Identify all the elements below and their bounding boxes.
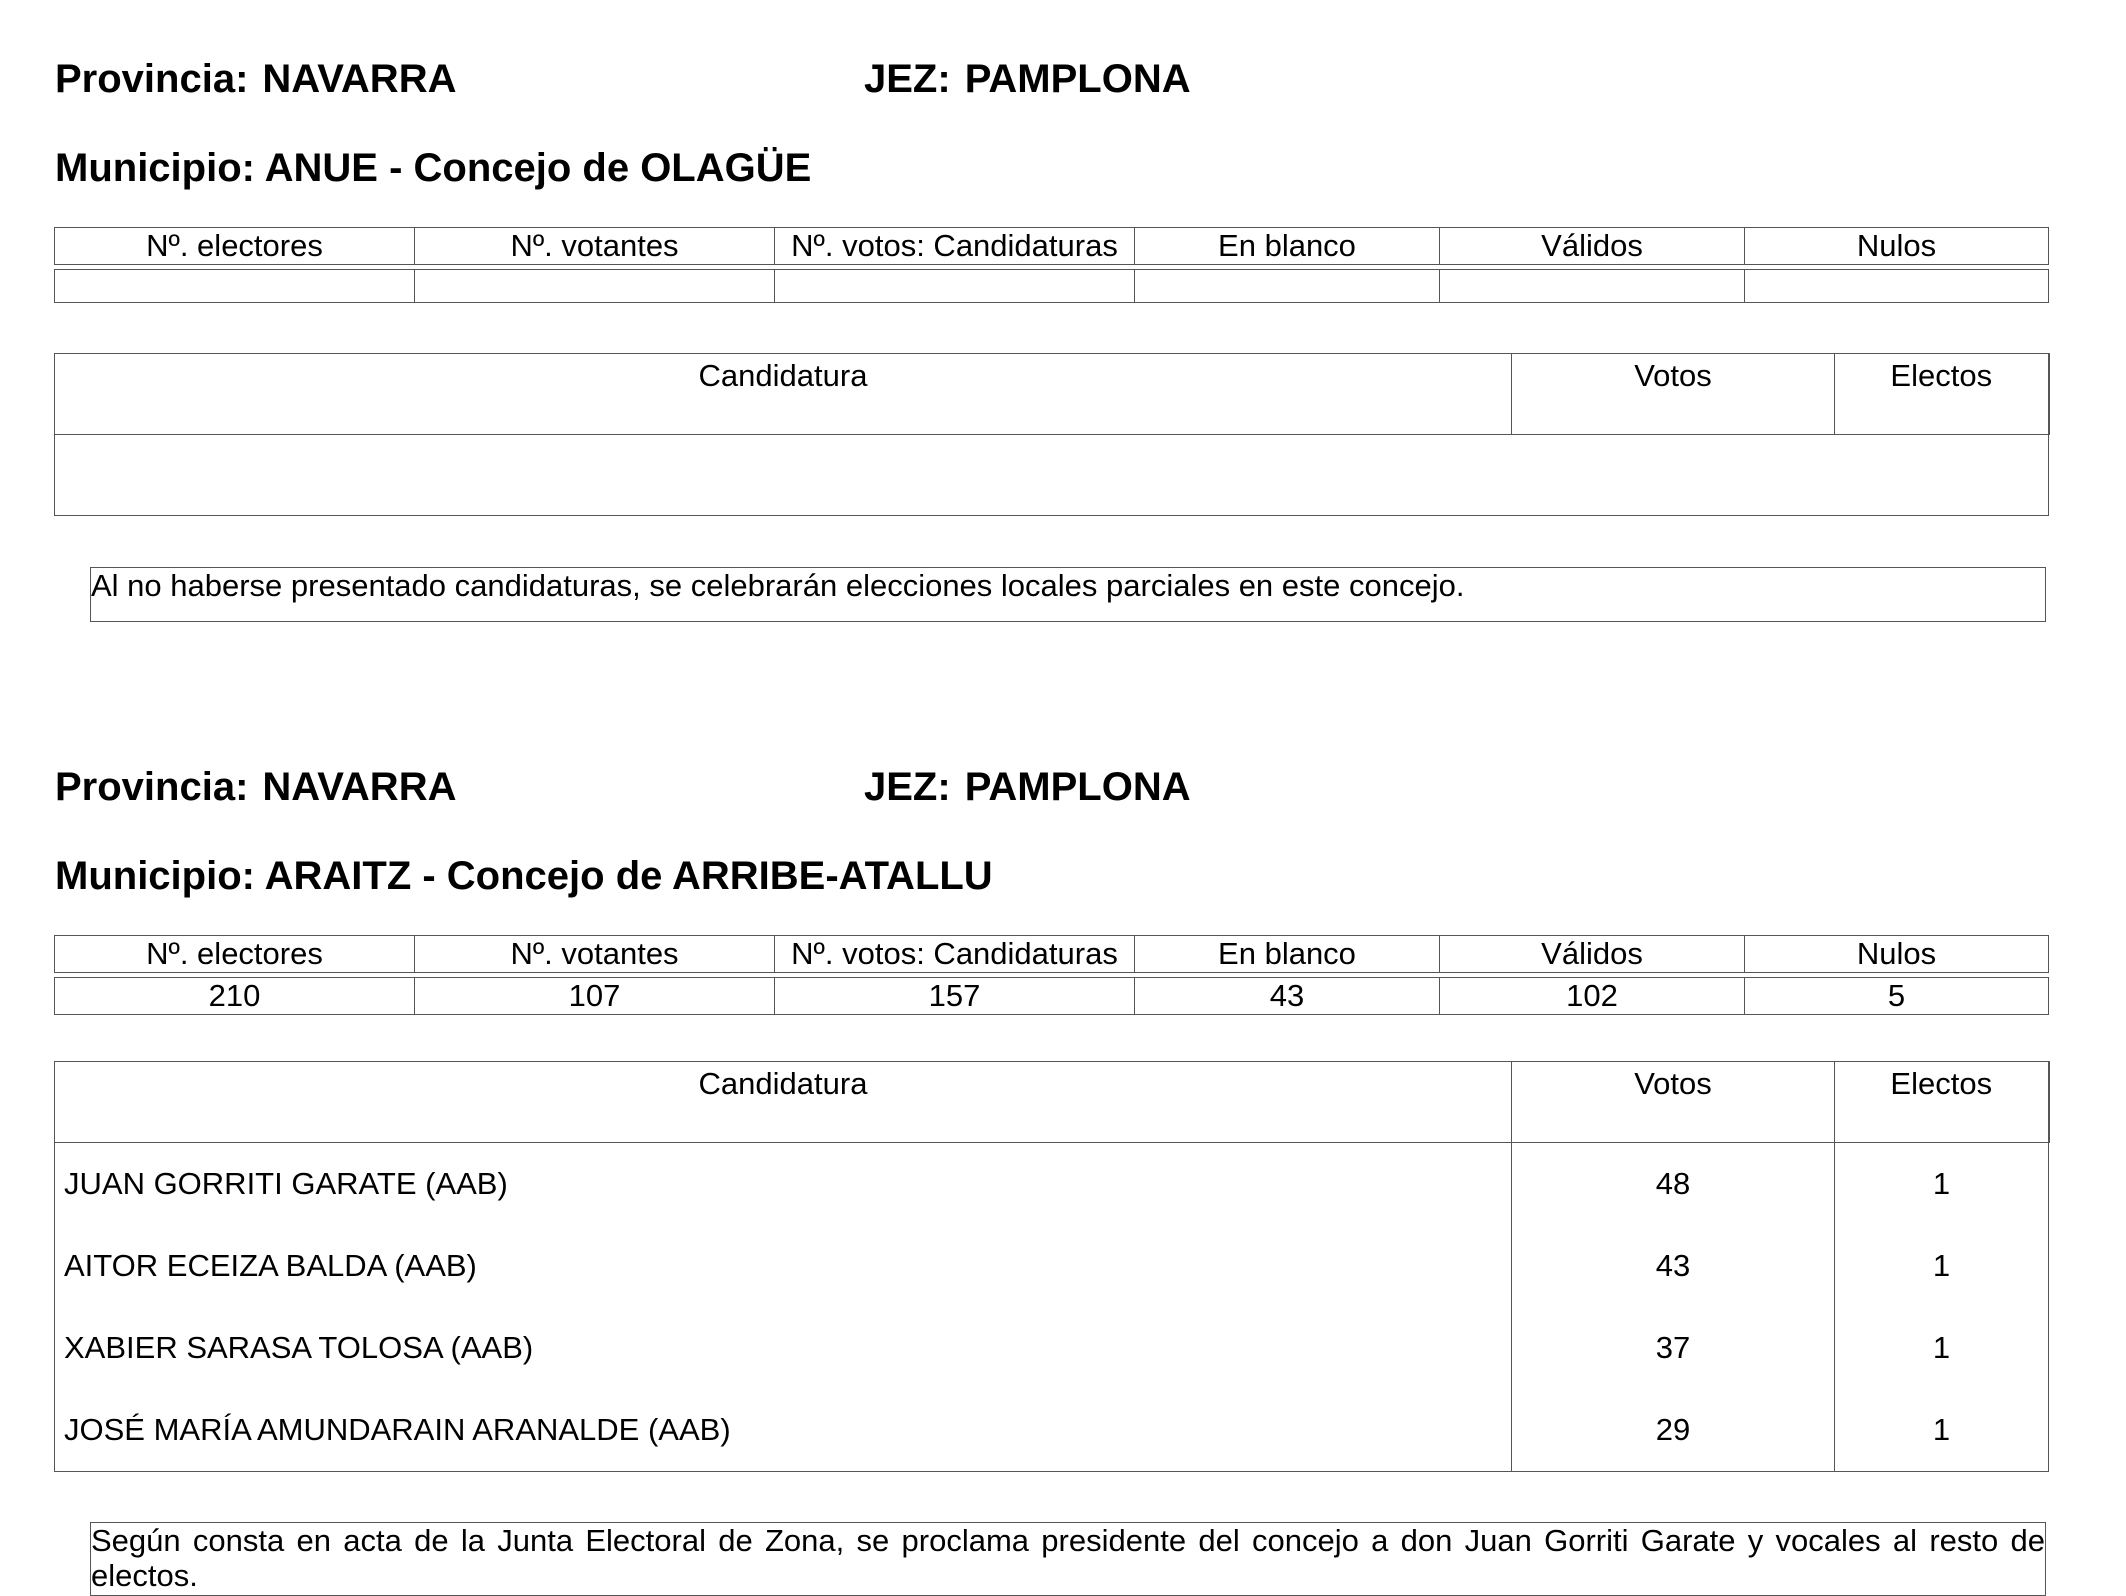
stats-value-row [55, 270, 2049, 303]
municipio-heading [55, 148, 811, 188]
candidate-name: XABIER SARASA TOLOSA (AAB) [55, 1307, 1512, 1389]
stats-header: Nº. votantes [415, 936, 775, 973]
electos-header: Electos [1835, 1062, 2049, 1143]
candidate-row [55, 1225, 2049, 1307]
stats-header-row [55, 228, 2049, 265]
candidate-votos: 48 [1512, 1143, 1835, 1226]
stats-header: Nº. votantes [415, 228, 775, 265]
candidates-empty-row [55, 435, 2049, 516]
jez-heading [864, 767, 1191, 807]
candidatura-header: Candidatura [55, 354, 1512, 435]
electos-header: Electos [1835, 354, 2049, 435]
provincia-label: Provincia: [55, 57, 249, 101]
provincia-heading [55, 59, 456, 99]
jez-value: PAMPLONA [964, 57, 1191, 101]
electores-value: 210 [55, 978, 415, 1015]
stats-value [55, 270, 415, 303]
stats-header: Nulos [1745, 228, 2049, 265]
candidate-electos: 1 [1835, 1307, 2049, 1389]
votantes-value: 107 [415, 978, 775, 1015]
candidate-votos: 29 [1512, 1389, 1835, 1472]
candidate-votos: 43 [1512, 1225, 1835, 1307]
stats-header: Nulos [1745, 936, 2049, 973]
stats-header: En blanco [1135, 228, 1440, 265]
candidate-row [55, 1389, 2049, 1472]
stats-header: Nº. electores [55, 228, 415, 265]
candidate-row [55, 1143, 2049, 1226]
provincia-heading [55, 767, 456, 807]
provincia-label: Provincia: [55, 765, 249, 809]
jez-heading [864, 59, 1191, 99]
stats-value [1745, 270, 2049, 303]
candidates-header-row [55, 354, 2049, 435]
votos-candidaturas-value: 157 [775, 978, 1135, 1015]
candidate-name: AITOR ECEIZA BALDA (AAB) [55, 1225, 1512, 1307]
candidate-votos: 37 [1512, 1307, 1835, 1389]
jez-label: JEZ: [864, 57, 951, 101]
section-note: Al no haberse presentado candidaturas, se celebrarán elecciones locales parciales en este concejo. [90, 567, 2046, 622]
stats-header: Válidos [1440, 936, 1745, 973]
candidate-electos: 1 [1835, 1389, 2049, 1472]
candidatura-header: Candidatura [55, 1062, 1512, 1143]
stats-value [775, 270, 1135, 303]
stats-header: Nº. votos: Candidaturas [775, 936, 1135, 973]
stats-table [54, 227, 2049, 303]
stats-header: Válidos [1440, 228, 1745, 265]
provincia-value: NAVARRA [262, 765, 457, 809]
candidate-electos: 1 [1835, 1143, 2049, 1226]
candidate-electos: 1 [1835, 1225, 2049, 1307]
stats-value-row [55, 978, 2049, 1015]
stats-header: Nº. electores [55, 936, 415, 973]
candidate-name: JUAN GORRITI GARATE (AAB) [55, 1143, 1512, 1226]
stats-value [1440, 270, 1745, 303]
jez-value: PAMPLONA [964, 765, 1191, 809]
stats-header-row [55, 936, 2049, 973]
provincia-value: NAVARRA [262, 57, 457, 101]
candidates-table [54, 1061, 2050, 1472]
candidates-header-row [55, 1062, 2049, 1143]
en-blanco-value: 43 [1135, 978, 1440, 1015]
nulos-value: 5 [1745, 978, 2049, 1015]
candidates-table [54, 353, 2050, 516]
municipio-value: ANUE - Concejo de OLAGÜE [264, 146, 812, 190]
votos-header: Votos [1512, 354, 1835, 435]
municipio-heading [55, 856, 993, 896]
stats-value [1135, 270, 1440, 303]
municipio-value: ARAITZ - Concejo de ARRIBE-ATALLU [264, 854, 993, 898]
municipio-label: Municipio: [55, 146, 255, 190]
stats-header: Nº. votos: Candidaturas [775, 228, 1135, 265]
votos-header: Votos [1512, 1062, 1835, 1143]
stats-table [54, 935, 2049, 1015]
section-note: Según consta en acta de la Junta Electoral de Zona, se proclama presidente del concejo a don Juan Gorriti Garate y vocales al resto de electos. [90, 1522, 2046, 1596]
candidate-name: JOSÉ MARÍA AMUNDARAIN ARANALDE (AAB) [55, 1389, 1512, 1472]
municipio-label: Municipio: [55, 854, 255, 898]
candidate-row [55, 1307, 2049, 1389]
jez-label: JEZ: [864, 765, 951, 809]
stats-value [415, 270, 775, 303]
stats-header: En blanco [1135, 936, 1440, 973]
validos-value: 102 [1440, 978, 1745, 1015]
